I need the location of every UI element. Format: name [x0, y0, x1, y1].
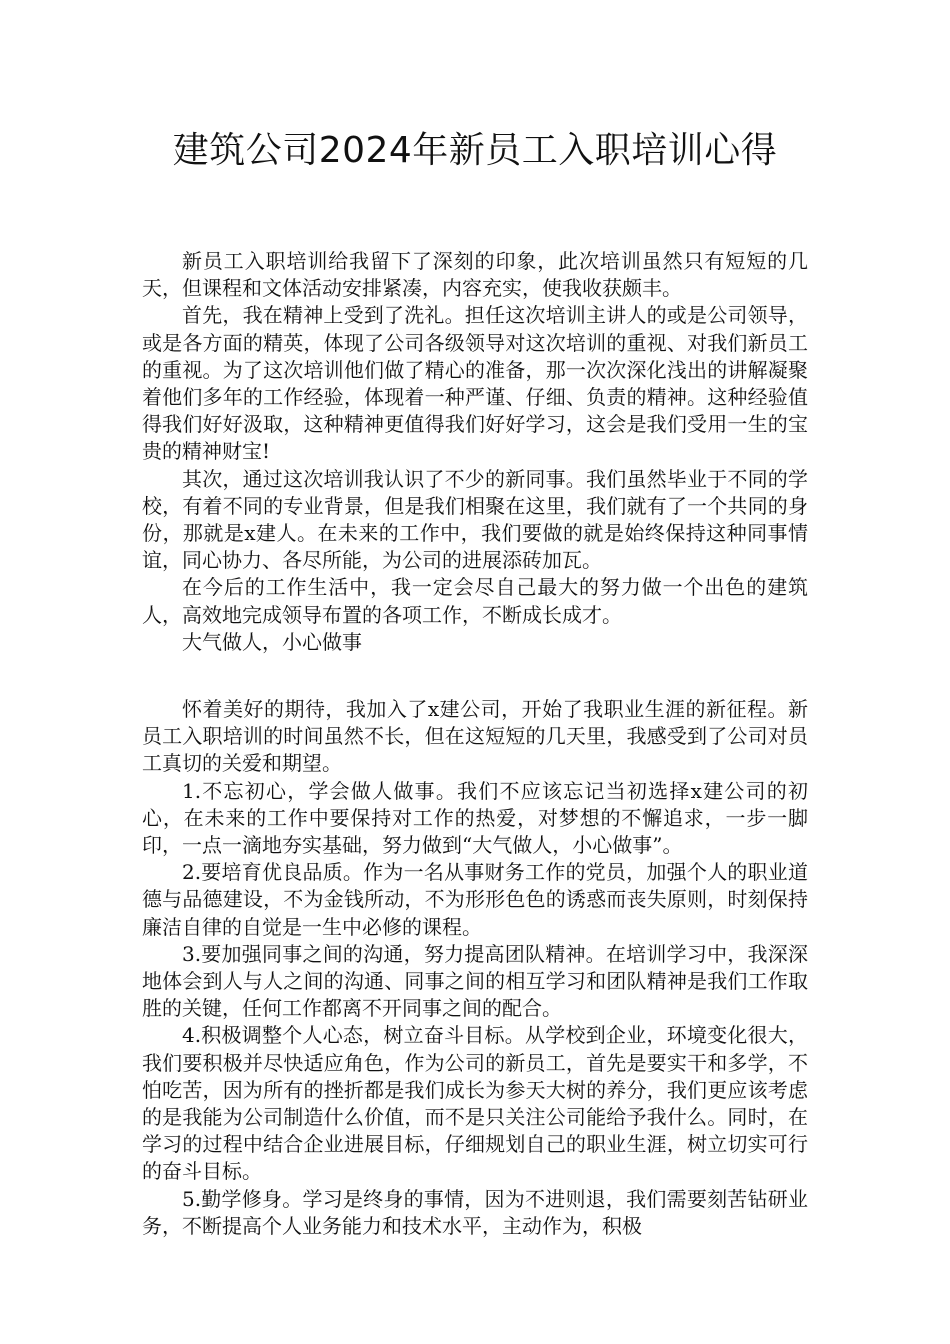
- section-heading: 大气做人，小心做事: [182, 629, 362, 654]
- paragraph: 新员工入职培训给我留下了深刻的印象，此次培训虽然只有短短的几天，但课程和文体活动安排紧凑，内容充实，使我收获颇丰。: [142, 249, 808, 301]
- list-item: 5.勤学修身。学习是终身的事情，因为不进则退，我们需要刻苦钻研业务，不断提高个人业务能力和技术水平，主动作为，积极: [142, 1186, 808, 1238]
- list-item: 1.不忘初心，学会做人做事。我们不应该忘记当初选择x建公司的初心，在未来的工作中要保持对工作的热爱，对梦想的不懈追求，一步一脚印，一点一滴地夯实基础，努力做到“大气做人，小心做事”。: [142, 778, 808, 858]
- paragraph: 在今后的工作生活中，我一定会尽自己最大的努力做一个出色的建筑人，高效地完成领导布置的各项工作，不断成长成才。: [142, 575, 808, 627]
- body-section-1: [142, 248, 808, 656]
- document-title: 建筑公司2024年新员工入职培训心得: [172, 130, 778, 171]
- list-item: 2.要培育优良品质。作为一名从事财务工作的党员，加强个人的职业道德与品德建设，不为金钱所动，不为形形色色的诱惑而丧失原则，时刻保持廉洁自律的自觉是一生中必修的课程。: [142, 860, 808, 939]
- paragraph: 其次，通过这次培训我认识了不少的新同事。我们虽然毕业于不同的学校，有着不同的专业背景，但是我们相聚在这里，我们就有了一个共同的身份，那就是x建人。在未来的工作中，我们要做的就是始终保持这种同事情谊，同心协力、各尽所能，为公司的进展添砖加瓦。: [142, 466, 808, 573]
- list-item: 3.要加强同事之间的沟通，努力提高团队精神。在培训学习中，我深深地体会到人与人之间的沟通、同事之间的相互学习和团队精神是我们工作取胜的关键，任何工作都离不开同事之间的配合。: [142, 941, 808, 1021]
- paragraph: 怀着美好的期待，我加入了x建公司，开始了我职业生涯的新征程。新员工入职培训的时间虽然不长，但在这短短的几天里，我感受到了公司对员工真切的关爱和期望。: [142, 697, 808, 776]
- list-item: 4.积极调整个人心态，树立奋斗目标。从学校到企业，环境变化很大，我们要积极并尽快适应角色，作为公司的新员工，首先是要实干和多学，不怕吃苦，因为所有的挫折都是我们成长为参天大树的养分，我们更应该考虑的是我能为公司制造什么价值，而不是只关注公司能给予我什么。同时，在学习的过程中结合企业进展目标，仔细规划自己的职业生涯，树立切实可行的奋斗目标。: [142, 1023, 808, 1184]
- paragraph: 首先，我在精神上受到了洗礼。担任这次培训主讲人的或是公司领导，或是各方面的精英，体现了公司各级领导对这次培训的重视、对我们新员工的重视。为了这次培训他们做了精心的准备，那一次次深化浅出的讲解凝聚着他们多年的工作经验，体现着一种严谨、仔细、负责的精神。这种经验值得我们好好汲取，这种精神更值得我们好好学习，这会是我们受用一生的宝贵的精神财宝!: [142, 303, 808, 464]
- body-section-2: [142, 696, 808, 1240]
